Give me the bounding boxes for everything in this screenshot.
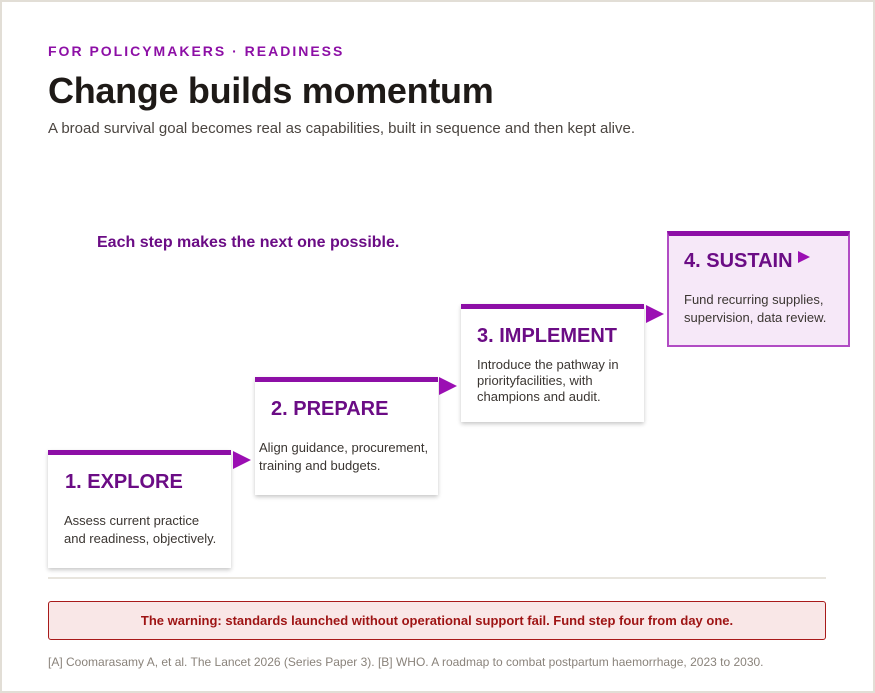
sources: [A] Coomarasamy A, et al. The Lancet 2026 (Series Paper 3). [B] WHO. A roadmap to combat postpartum haemorrhage, 2023 to 2030. xyxy=(48,655,764,669)
step-text-line: Fund recurring supplies, xyxy=(684,292,824,307)
step-title: 3. IMPLEMENT xyxy=(477,325,618,347)
arrow-right-icon xyxy=(646,305,664,323)
step-title: 4. SUSTAIN xyxy=(684,250,793,272)
subtitle: A broad survival goal becomes real as capabilities, built in sequence and then kept alive. xyxy=(48,120,636,137)
step-title: 2. PREPARE xyxy=(271,398,389,420)
step-text-line: and readiness, objectively. xyxy=(64,531,217,546)
step-text xyxy=(477,357,643,405)
step-card-explore xyxy=(48,450,231,568)
warning-banner xyxy=(48,601,826,640)
step-card-implement xyxy=(461,304,644,422)
step-text xyxy=(64,512,229,548)
arrow-right-icon xyxy=(233,451,251,469)
step-text-line: supervision, data review. xyxy=(684,310,827,325)
diagram-note: Each step makes the next one possible. xyxy=(97,234,400,251)
arrow-right-icon xyxy=(439,377,457,395)
step-title: 1. EXPLORE xyxy=(65,471,183,493)
step-text-line: training and budgets. xyxy=(259,458,381,473)
divider xyxy=(48,577,826,579)
step-text-line: Align guidance, procurement, xyxy=(259,440,429,455)
step-text-line: Assess current practice xyxy=(64,513,200,528)
kicker: FOR POLICYMAKERS · READINESS xyxy=(48,43,345,59)
step-text xyxy=(259,439,437,475)
page-title: Change builds momentum xyxy=(48,70,494,111)
step-text-line: Introduce the pathway in xyxy=(477,357,619,372)
step-card-prepare xyxy=(255,377,438,495)
play-icon xyxy=(798,251,810,263)
step-text xyxy=(684,291,846,327)
warning-text: The warning: standards launched without operational support fail. Fund step four from day one. xyxy=(140,613,734,628)
step-text-line: champions and audit. xyxy=(477,389,601,404)
step-card-sustain xyxy=(667,231,850,347)
step-text-line: priorityfacilities, with xyxy=(477,373,593,388)
